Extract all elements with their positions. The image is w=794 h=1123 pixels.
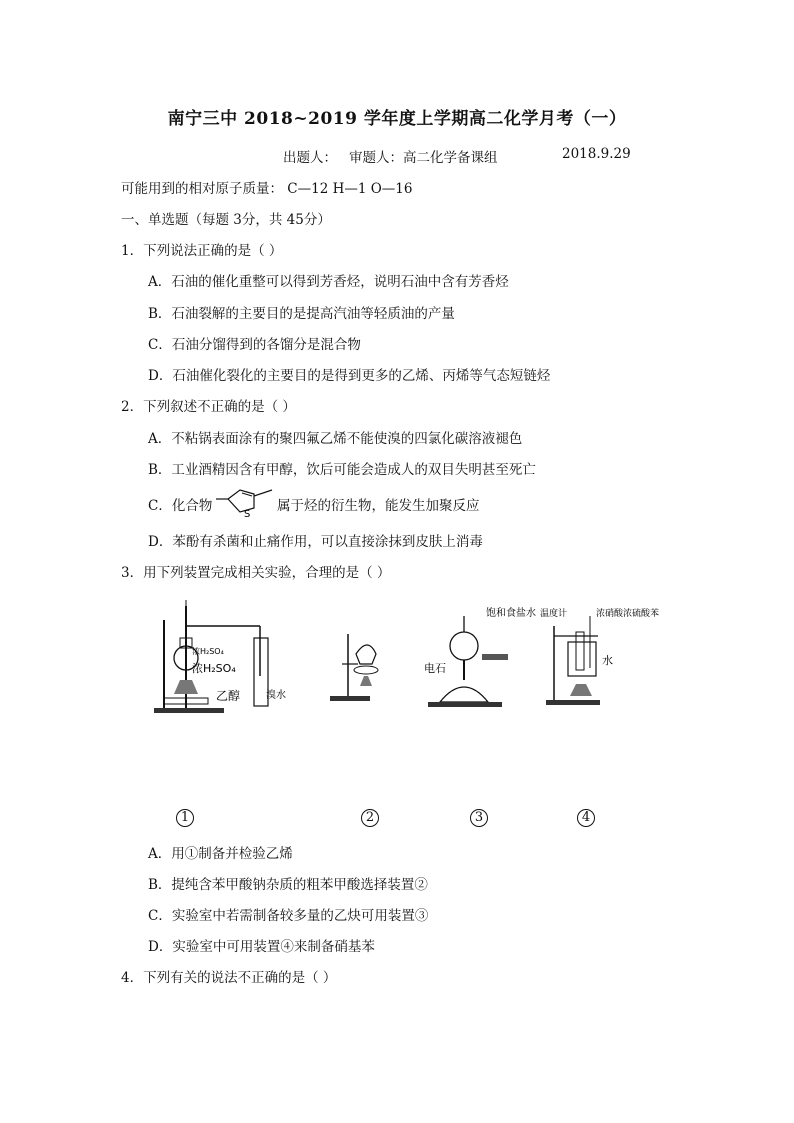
question-4-stem: 4．下列有关的说法不正确的是（ ）: [121, 970, 337, 986]
atomic-masses: 可能用到的相对原子质量： C—12 H—1 O—16: [121, 181, 413, 197]
reviewer-label: 审题人：高二化学备课组: [349, 150, 498, 166]
figure-number-1: 1: [176, 809, 194, 827]
question-2-stem: 2．下列叙述不正确的是（ ）: [121, 399, 296, 415]
q1-option-b: B．石油裂解的主要目的是提高汽油等轻质油的产量: [148, 306, 455, 322]
apparatus-1-ethylene-icon: [150, 598, 300, 716]
fig1-bromine-label: 溴水: [266, 690, 286, 701]
q2-option-c-suffix: 属于烃的衍生物，能发生加聚反应: [277, 498, 480, 514]
thiazole-structure-icon: [214, 484, 276, 520]
q2-option-d: D．苯酚有杀菌和止痛作用，可以直接涂抹到皮肤上消毒: [148, 534, 483, 550]
q2-option-c-prefix: C．化合物: [148, 498, 213, 514]
exam-date: 2018.9.29: [562, 146, 631, 162]
q3-option-a: A．用①制备并检验乙烯: [148, 846, 293, 862]
fig1-alcohol-label: 乙醇: [216, 689, 241, 703]
q2-option-b: B．工业酒精因含有甲醇，饮后可能会造成人的双目失明甚至死亡: [148, 462, 536, 478]
fig3-brine-label: 饱和食盐水: [486, 608, 536, 619]
fig4-thermometer-label: 温度计: [540, 609, 568, 619]
fig4-acids-label: 浓硝酸浓硫酸苯: [596, 609, 660, 619]
q3-option-c: C．实验室中若需制备较多量的乙炔可用装置③: [148, 908, 429, 924]
q1-option-d: D．石油催化裂化的主要目的是得到更多的乙烯、丙烯等气态短链烃: [148, 368, 551, 384]
q1-option-a: A．石油的催化重整可以得到芳香烃，说明石油中含有芳香烃: [148, 274, 509, 290]
ring-sulfur-label: S: [244, 509, 251, 520]
apparatus-figures: [150, 598, 660, 728]
q3-option-b: B．提纯含苯甲酸钠杂质的粗苯甲酸选择装置②: [148, 877, 428, 893]
page-title: 南宁三中 2018~2019 学年度上学期高二化学月考（一）: [167, 109, 627, 129]
figure-number-4: 4: [577, 809, 595, 827]
fig4-water-label: 水: [602, 654, 613, 667]
question-1-stem: 1．下列说法正确的是（ ）: [121, 243, 283, 259]
section-heading: 一、单选题（每题 3分，共 45分）: [121, 212, 331, 228]
apparatus-3-acetylene-icon: [422, 602, 536, 714]
q1-option-c: C．石油分馏得到的各馏分是混合物: [148, 337, 361, 353]
fig3-carbide-label: 电石: [424, 662, 446, 675]
question-3-stem: 3．用下列装置完成相关实验，合理的是（ ）: [121, 565, 391, 581]
apparatus-4-nitrobenzene-icon: [540, 602, 660, 710]
apparatus-2-recrystallization-icon: [328, 626, 398, 706]
figure-number-2: 2: [361, 809, 379, 827]
figure-number-3: 3: [470, 809, 488, 827]
author-label: 出题人：: [283, 150, 337, 166]
fig1-acid-label-1: 浓H₂SO₄: [192, 647, 224, 656]
q2-option-a: A．不粘锅表面涂有的聚四氟乙烯不能使溴的四氯化碳溶液褪色: [148, 431, 523, 447]
q3-option-d: D．实验室中可用装置④来制备硝基苯: [148, 939, 375, 955]
fig1-acid-label-2: 浓H₂SO₄: [192, 662, 236, 675]
